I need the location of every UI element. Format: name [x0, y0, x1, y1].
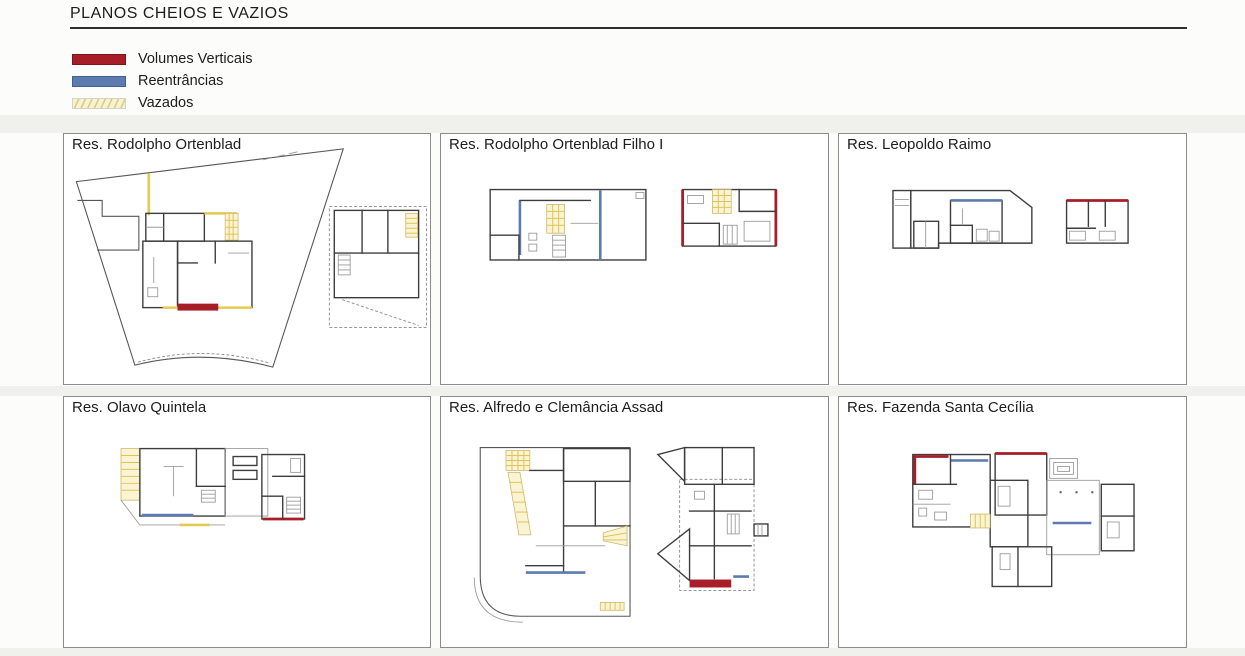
legend-label: Reentrâncias	[138, 73, 224, 89]
panel-res-olavo-quintela	[63, 396, 431, 648]
legend	[72, 48, 252, 114]
panel-res-leopoldo-raimo	[838, 133, 1187, 385]
panel-title: Res. Rodolpho Ortenblad	[72, 136, 242, 153]
vazados-swatch	[72, 98, 126, 109]
panel-title: Res. Olavo Quintela	[72, 399, 207, 416]
page-title: PLANOS CHEIOS E VAZIOS	[70, 5, 289, 22]
panel-title: Res. Rodolpho Ortenblad Filho I	[449, 136, 664, 153]
panel-title: Res. Alfredo e Clemância Assad	[449, 399, 664, 416]
floor-plan-fazenda-santa-cecilia	[839, 397, 1186, 647]
floor-plan-alfredo-e-clemancia-assad	[441, 397, 828, 647]
panel-res-fazenda-santa-cecilia	[838, 396, 1187, 648]
panel-res-rodolpho-ortenblad	[63, 133, 431, 385]
panel-title: Res. Fazenda Santa Cecília	[847, 399, 1034, 416]
floor-plan-rodolpho-ortenblad	[64, 134, 430, 384]
legend-label: Volumes Verticais	[138, 51, 253, 67]
floor-plan-rodolpho-ortenblad-filho-i	[441, 134, 828, 384]
volumes-verticais-swatch	[72, 54, 126, 65]
background-band	[0, 648, 1245, 656]
title-underline	[70, 27, 1187, 29]
panel-res-rodolpho-ortenblad-filho-i	[440, 133, 829, 385]
legend-label: Vazados	[138, 95, 194, 111]
panel-res-alfredo-e-clemancia-assad	[440, 396, 829, 648]
legend-item-volumes-verticais	[72, 48, 252, 70]
panel-title: Res. Leopoldo Raimo	[847, 136, 992, 153]
legend-item-vazados	[72, 92, 252, 114]
floor-plan-leopoldo-raimo	[839, 134, 1186, 384]
reentrancias-swatch	[72, 76, 126, 87]
floor-plan-olavo-quintela	[64, 397, 430, 647]
background-band	[0, 115, 1245, 133]
legend-item-reentrancias	[72, 70, 252, 92]
background-band	[0, 386, 1245, 396]
